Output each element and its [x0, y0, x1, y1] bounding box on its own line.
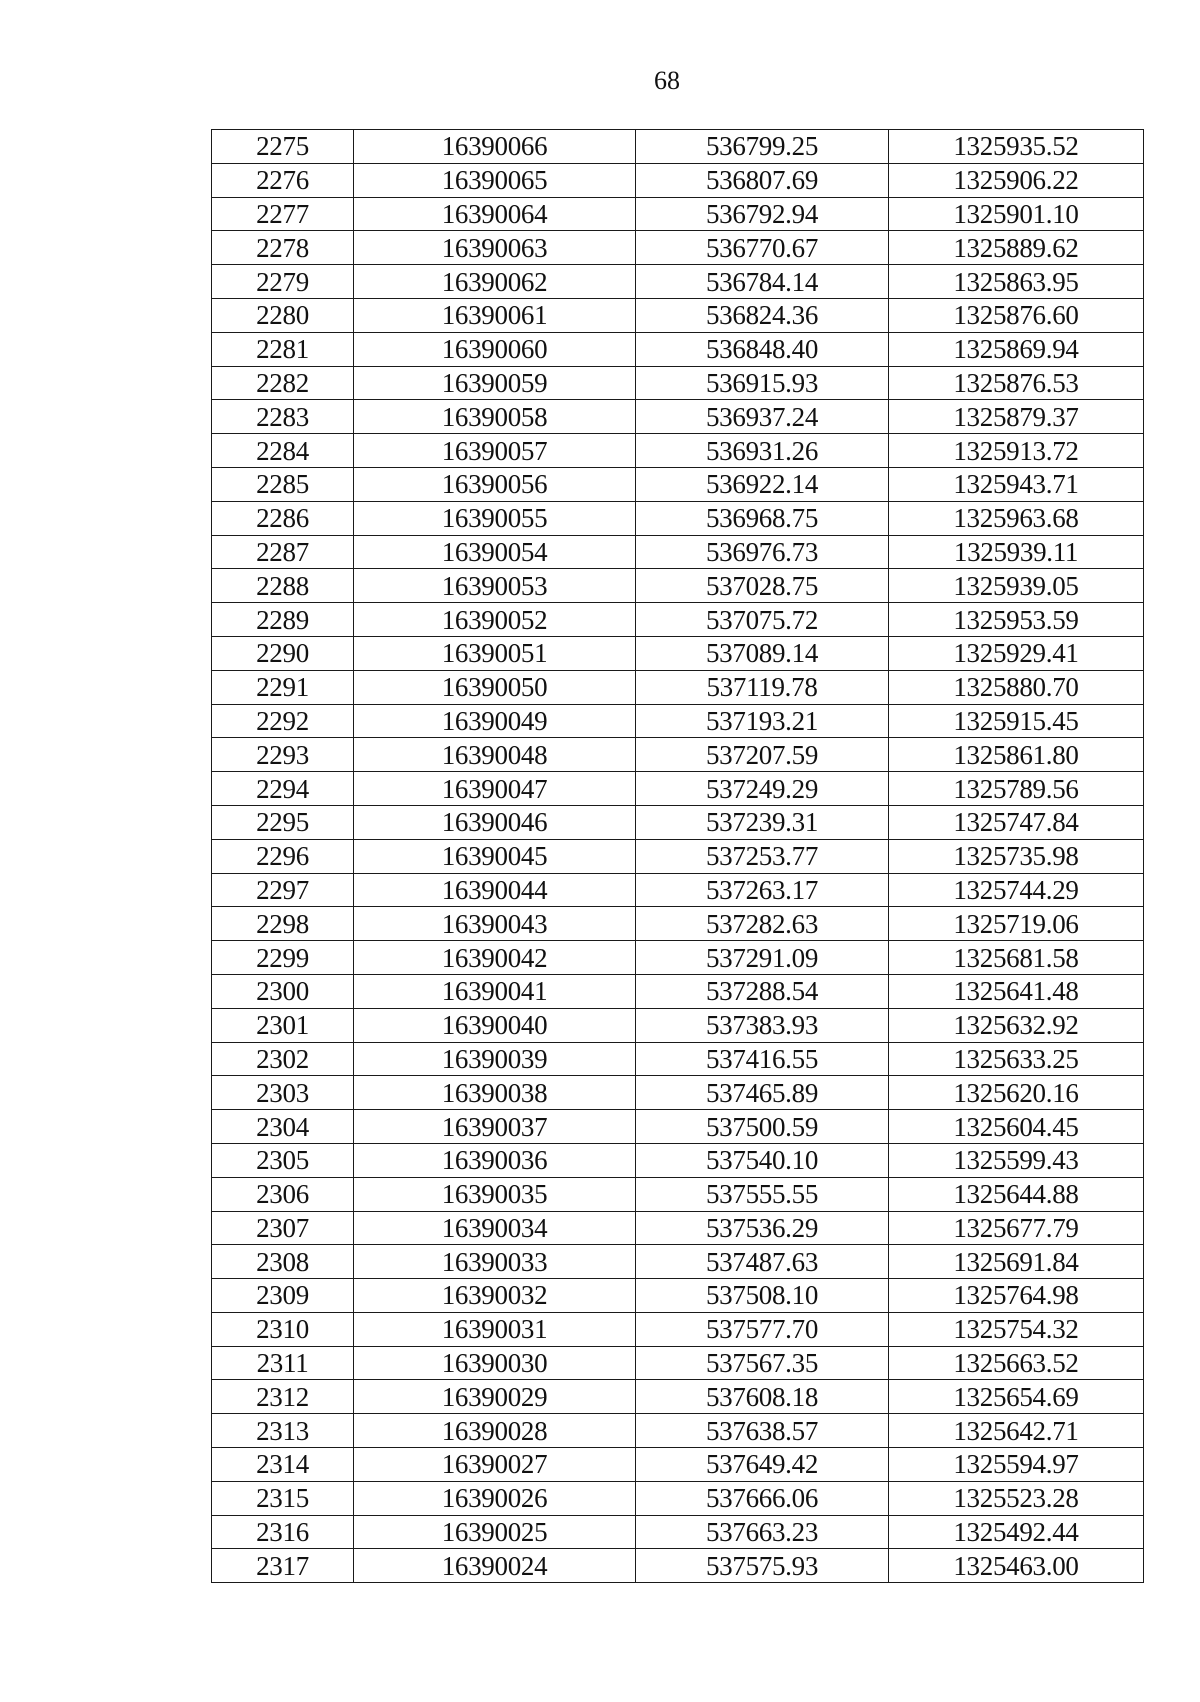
point-id-cell: 16390029 [354, 1380, 636, 1414]
table-row [212, 332, 1144, 366]
row-number-cell: 2301 [212, 1008, 354, 1042]
coordinates-table [211, 129, 1144, 1583]
x-coordinate-cell: 536915.93 [636, 366, 889, 400]
point-id-cell: 16390063 [354, 231, 636, 265]
x-coordinate-cell: 537465.89 [636, 1076, 889, 1110]
y-coordinate-cell: 1325641.48 [889, 974, 1144, 1008]
table-row [212, 1549, 1144, 1583]
x-coordinate-cell: 537119.78 [636, 670, 889, 704]
x-coordinate-cell: 537253.77 [636, 839, 889, 873]
table-row [212, 1515, 1144, 1549]
table-row [212, 1008, 1144, 1042]
x-coordinate-cell: 537282.63 [636, 907, 889, 941]
x-coordinate-cell: 536976.73 [636, 535, 889, 569]
point-id-cell: 16390044 [354, 873, 636, 907]
y-coordinate-cell: 1325463.00 [889, 1549, 1144, 1583]
table-row [212, 1380, 1144, 1414]
y-coordinate-cell: 1325764.98 [889, 1279, 1144, 1313]
table-row [212, 974, 1144, 1008]
row-number-cell: 2314 [212, 1448, 354, 1482]
row-number-cell: 2308 [212, 1245, 354, 1279]
point-id-cell: 16390065 [354, 163, 636, 197]
row-number-cell: 2306 [212, 1177, 354, 1211]
y-coordinate-cell: 1325492.44 [889, 1515, 1144, 1549]
y-coordinate-cell: 1325869.94 [889, 332, 1144, 366]
x-coordinate-cell: 536807.69 [636, 163, 889, 197]
row-number-cell: 2284 [212, 434, 354, 468]
x-coordinate-cell: 536799.25 [636, 130, 889, 164]
point-id-cell: 16390040 [354, 1008, 636, 1042]
point-id-cell: 16390042 [354, 941, 636, 975]
table-row [212, 467, 1144, 501]
row-number-cell: 2282 [212, 366, 354, 400]
row-number-cell: 2297 [212, 873, 354, 907]
point-id-cell: 16390028 [354, 1414, 636, 1448]
table-row [212, 1110, 1144, 1144]
point-id-cell: 16390064 [354, 197, 636, 231]
table-row [212, 738, 1144, 772]
y-coordinate-cell: 1325599.43 [889, 1143, 1144, 1177]
point-id-cell: 16390041 [354, 974, 636, 1008]
y-coordinate-cell: 1325677.79 [889, 1211, 1144, 1245]
y-coordinate-cell: 1325939.05 [889, 569, 1144, 603]
table-row [212, 501, 1144, 535]
x-coordinate-cell: 537239.31 [636, 805, 889, 839]
coordinates-table-body [212, 130, 1144, 1583]
row-number-cell: 2293 [212, 738, 354, 772]
table-row [212, 603, 1144, 637]
x-coordinate-cell: 537193.21 [636, 704, 889, 738]
table-row [212, 130, 1144, 164]
x-coordinate-cell: 536770.67 [636, 231, 889, 265]
x-coordinate-cell: 536937.24 [636, 400, 889, 434]
row-number-cell: 2299 [212, 941, 354, 975]
table-row [212, 636, 1144, 670]
x-coordinate-cell: 537666.06 [636, 1481, 889, 1515]
x-coordinate-cell: 537608.18 [636, 1380, 889, 1414]
x-coordinate-cell: 537508.10 [636, 1279, 889, 1313]
x-coordinate-cell: 537663.23 [636, 1515, 889, 1549]
x-coordinate-cell: 536931.26 [636, 434, 889, 468]
point-id-cell: 16390024 [354, 1549, 636, 1583]
table-row [212, 197, 1144, 231]
table-row [212, 1211, 1144, 1245]
y-coordinate-cell: 1325691.84 [889, 1245, 1144, 1279]
row-number-cell: 2315 [212, 1481, 354, 1515]
point-id-cell: 16390055 [354, 501, 636, 535]
x-coordinate-cell: 537291.09 [636, 941, 889, 975]
y-coordinate-cell: 1325735.98 [889, 839, 1144, 873]
y-coordinate-cell: 1325861.80 [889, 738, 1144, 772]
point-id-cell: 16390031 [354, 1312, 636, 1346]
point-id-cell: 16390033 [354, 1245, 636, 1279]
y-coordinate-cell: 1325620.16 [889, 1076, 1144, 1110]
y-coordinate-cell: 1325719.06 [889, 907, 1144, 941]
point-id-cell: 16390047 [354, 772, 636, 806]
table-row [212, 163, 1144, 197]
x-coordinate-cell: 537638.57 [636, 1414, 889, 1448]
table-row [212, 1177, 1144, 1211]
point-id-cell: 16390052 [354, 603, 636, 637]
x-coordinate-cell: 537536.29 [636, 1211, 889, 1245]
y-coordinate-cell: 1325644.88 [889, 1177, 1144, 1211]
x-coordinate-cell: 537075.72 [636, 603, 889, 637]
y-coordinate-cell: 1325754.32 [889, 1312, 1144, 1346]
y-coordinate-cell: 1325906.22 [889, 163, 1144, 197]
row-number-cell: 2294 [212, 772, 354, 806]
y-coordinate-cell: 1325863.95 [889, 265, 1144, 299]
table-row [212, 1076, 1144, 1110]
table-row [212, 941, 1144, 975]
table-row [212, 907, 1144, 941]
point-id-cell: 16390032 [354, 1279, 636, 1313]
y-coordinate-cell: 1325963.68 [889, 501, 1144, 535]
point-id-cell: 16390060 [354, 332, 636, 366]
x-coordinate-cell: 537207.59 [636, 738, 889, 772]
table-row [212, 298, 1144, 332]
row-number-cell: 2310 [212, 1312, 354, 1346]
table-row [212, 1414, 1144, 1448]
y-coordinate-cell: 1325879.37 [889, 400, 1144, 434]
y-coordinate-cell: 1325633.25 [889, 1042, 1144, 1076]
y-coordinate-cell: 1325939.11 [889, 535, 1144, 569]
table-row [212, 1346, 1144, 1380]
y-coordinate-cell: 1325681.58 [889, 941, 1144, 975]
row-number-cell: 2280 [212, 298, 354, 332]
x-coordinate-cell: 537555.55 [636, 1177, 889, 1211]
row-number-cell: 2316 [212, 1515, 354, 1549]
table-row [212, 535, 1144, 569]
y-coordinate-cell: 1325901.10 [889, 197, 1144, 231]
row-number-cell: 2298 [212, 907, 354, 941]
x-coordinate-cell: 537416.55 [636, 1042, 889, 1076]
point-id-cell: 16390048 [354, 738, 636, 772]
row-number-cell: 2286 [212, 501, 354, 535]
y-coordinate-cell: 1325663.52 [889, 1346, 1144, 1380]
point-id-cell: 16390061 [354, 298, 636, 332]
row-number-cell: 2296 [212, 839, 354, 873]
table-row [212, 1279, 1144, 1313]
x-coordinate-cell: 537649.42 [636, 1448, 889, 1482]
x-coordinate-cell: 536848.40 [636, 332, 889, 366]
point-id-cell: 16390030 [354, 1346, 636, 1380]
row-number-cell: 2278 [212, 231, 354, 265]
row-number-cell: 2291 [212, 670, 354, 704]
point-id-cell: 16390056 [354, 467, 636, 501]
x-coordinate-cell: 537540.10 [636, 1143, 889, 1177]
table-row [212, 400, 1144, 434]
row-number-cell: 2303 [212, 1076, 354, 1110]
y-coordinate-cell: 1325654.69 [889, 1380, 1144, 1414]
x-coordinate-cell: 537487.63 [636, 1245, 889, 1279]
point-id-cell: 16390027 [354, 1448, 636, 1482]
y-coordinate-cell: 1325604.45 [889, 1110, 1144, 1144]
x-coordinate-cell: 537263.17 [636, 873, 889, 907]
table-row [212, 231, 1144, 265]
x-coordinate-cell: 537249.29 [636, 772, 889, 806]
point-id-cell: 16390025 [354, 1515, 636, 1549]
point-id-cell: 16390039 [354, 1042, 636, 1076]
row-number-cell: 2276 [212, 163, 354, 197]
y-coordinate-cell: 1325594.97 [889, 1448, 1144, 1482]
table-row [212, 772, 1144, 806]
x-coordinate-cell: 536784.14 [636, 265, 889, 299]
table-row [212, 1042, 1144, 1076]
table-row [212, 1448, 1144, 1482]
x-coordinate-cell: 537500.59 [636, 1110, 889, 1144]
x-coordinate-cell: 536824.36 [636, 298, 889, 332]
row-number-cell: 2285 [212, 467, 354, 501]
row-number-cell: 2309 [212, 1279, 354, 1313]
point-id-cell: 16390066 [354, 130, 636, 164]
row-number-cell: 2302 [212, 1042, 354, 1076]
y-coordinate-cell: 1325642.71 [889, 1414, 1144, 1448]
table-row [212, 873, 1144, 907]
row-number-cell: 2300 [212, 974, 354, 1008]
row-number-cell: 2311 [212, 1346, 354, 1380]
table-row [212, 1312, 1144, 1346]
point-id-cell: 16390036 [354, 1143, 636, 1177]
point-id-cell: 16390057 [354, 434, 636, 468]
point-id-cell: 16390046 [354, 805, 636, 839]
row-number-cell: 2283 [212, 400, 354, 434]
point-id-cell: 16390062 [354, 265, 636, 299]
x-coordinate-cell: 537575.93 [636, 1549, 889, 1583]
row-number-cell: 2305 [212, 1143, 354, 1177]
point-id-cell: 16390037 [354, 1110, 636, 1144]
row-number-cell: 2279 [212, 265, 354, 299]
point-id-cell: 16390043 [354, 907, 636, 941]
x-coordinate-cell: 536968.75 [636, 501, 889, 535]
y-coordinate-cell: 1325744.29 [889, 873, 1144, 907]
table-row [212, 569, 1144, 603]
table-row [212, 265, 1144, 299]
row-number-cell: 2312 [212, 1380, 354, 1414]
row-number-cell: 2290 [212, 636, 354, 670]
row-number-cell: 2287 [212, 535, 354, 569]
x-coordinate-cell: 537577.70 [636, 1312, 889, 1346]
x-coordinate-cell: 537028.75 [636, 569, 889, 603]
row-number-cell: 2288 [212, 569, 354, 603]
point-id-cell: 16390026 [354, 1481, 636, 1515]
row-number-cell: 2275 [212, 130, 354, 164]
row-number-cell: 2292 [212, 704, 354, 738]
table-row [212, 1481, 1144, 1515]
table-row [212, 704, 1144, 738]
point-id-cell: 16390054 [354, 535, 636, 569]
row-number-cell: 2277 [212, 197, 354, 231]
y-coordinate-cell: 1325876.60 [889, 298, 1144, 332]
y-coordinate-cell: 1325632.92 [889, 1008, 1144, 1042]
point-id-cell: 16390059 [354, 366, 636, 400]
page-number: 68 [654, 66, 680, 95]
x-coordinate-cell: 537089.14 [636, 636, 889, 670]
table-row [212, 1245, 1144, 1279]
y-coordinate-cell: 1325876.53 [889, 366, 1144, 400]
y-coordinate-cell: 1325880.70 [889, 670, 1144, 704]
table-row [212, 670, 1144, 704]
y-coordinate-cell: 1325915.45 [889, 704, 1144, 738]
y-coordinate-cell: 1325523.28 [889, 1481, 1144, 1515]
point-id-cell: 16390051 [354, 636, 636, 670]
row-number-cell: 2307 [212, 1211, 354, 1245]
table-row [212, 434, 1144, 468]
point-id-cell: 16390050 [354, 670, 636, 704]
table-row [212, 805, 1144, 839]
y-coordinate-cell: 1325943.71 [889, 467, 1144, 501]
row-number-cell: 2313 [212, 1414, 354, 1448]
point-id-cell: 16390035 [354, 1177, 636, 1211]
x-coordinate-cell: 536922.14 [636, 467, 889, 501]
table-row [212, 366, 1144, 400]
row-number-cell: 2304 [212, 1110, 354, 1144]
point-id-cell: 16390053 [354, 569, 636, 603]
x-coordinate-cell: 537383.93 [636, 1008, 889, 1042]
x-coordinate-cell: 536792.94 [636, 197, 889, 231]
y-coordinate-cell: 1325953.59 [889, 603, 1144, 637]
row-number-cell: 2295 [212, 805, 354, 839]
table-row [212, 839, 1144, 873]
y-coordinate-cell: 1325789.56 [889, 772, 1144, 806]
y-coordinate-cell: 1325929.41 [889, 636, 1144, 670]
y-coordinate-cell: 1325913.72 [889, 434, 1144, 468]
point-id-cell: 16390058 [354, 400, 636, 434]
row-number-cell: 2289 [212, 603, 354, 637]
point-id-cell: 16390049 [354, 704, 636, 738]
row-number-cell: 2317 [212, 1549, 354, 1583]
point-id-cell: 16390034 [354, 1211, 636, 1245]
point-id-cell: 16390038 [354, 1076, 636, 1110]
y-coordinate-cell: 1325889.62 [889, 231, 1144, 265]
row-number-cell: 2281 [212, 332, 354, 366]
y-coordinate-cell: 1325935.52 [889, 130, 1144, 164]
point-id-cell: 16390045 [354, 839, 636, 873]
table-row [212, 1143, 1144, 1177]
x-coordinate-cell: 537567.35 [636, 1346, 889, 1380]
y-coordinate-cell: 1325747.84 [889, 805, 1144, 839]
x-coordinate-cell: 537288.54 [636, 974, 889, 1008]
